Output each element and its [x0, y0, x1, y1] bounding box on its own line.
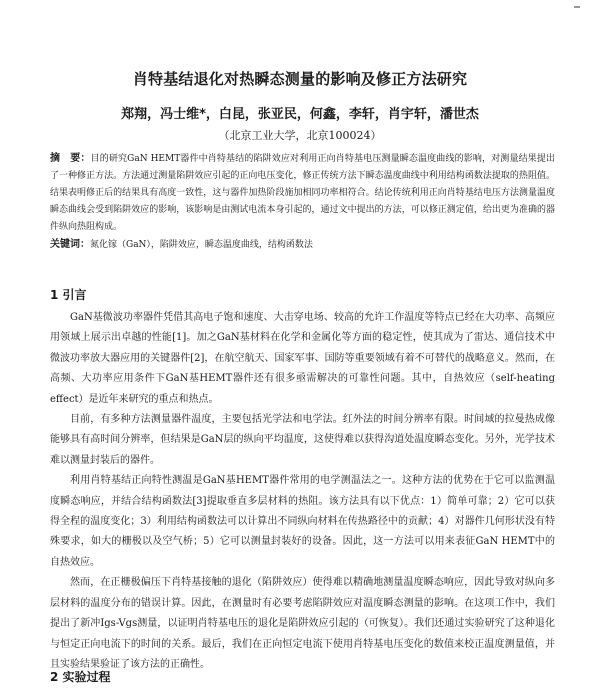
- section-heading-introduction: 1 引言: [50, 288, 87, 302]
- section-heading-experiment: 2 实验过程: [50, 670, 111, 684]
- paragraph: 然而，在正栅极偏压下肖特基接触的退化（陷阱效应）使得难以精确地测量温度瞬态响应，因此导致对纵向多层材料的温度分布的错误计算。因此，在测量时有必要考虑陷阱效应对温度瞬态测量的影响。在这项工作中，我们提出了新冲Igs-Vgs测量，以证明肖特基电压的退化是陷阱效应引起的（可恢复）。我们还通过实验研究了这种退化与恒定正向电流下的时间的关系。最后，我们在正向恒定电流下使用肖特基电压变化的数值来校正温度测量值，并且实验结果验证了该方法的正确性。: [50, 577, 555, 670]
- scan-artifact: [574, 6, 580, 8]
- paper-title: 肖特基结退化对热瞬态测量的影响及修正方法研究: [132, 70, 468, 88]
- paragraph: GaN基微波功率器件凭借其高电子饱和速度、大击穿电场、较高的允许工作温度等特点已经在大功率、高频应用领域上展示出卓越的性能[1]。加之GaN基材料在化学和金属化等方面的稳定性，使其成为了雷达、通信技术中微波功率放大器应用的关键器件[2]，在航空航天、国家军事、国防等重要领域有着不可替代的战略意义。然而，在高频、大功率应用条件下GaN基HEMT器件还有很多亟需解决的可靠性问题。其中，自热效应（self-heating effect）是近年来研究的重点和热点。: [50, 312, 555, 405]
- affiliation: （北京工业大学，北京100024）: [218, 129, 382, 142]
- introduction-body: [50, 308, 555, 675]
- author-list: 郑翔，冯士维*，白昆，张亚民，何鑫，李轩，肖宇轩，潘世杰: [121, 107, 479, 122]
- keywords-text: 氮化镓（GaN），陷阱效应，瞬态温度曲线，结构函数法: [90, 240, 313, 250]
- paragraph: 利用肖特基结正向特性测温是GaN基HEMT器件常用的电学测温法之一。这种方法的优势在于它可以监测温度瞬态响应，并结合结构函数法[3]提取垂直多层材料的热阻。该方法具有以下优点：1）简单可靠；2）它可以获得全程的温度变化；3）利用结构函数法可以计算出不同纵向材料在传热路径中的贡献；4）对器件几何形状没有特殊要求，如大的栅极以及空气桥；5）它可以测量封装好的设备。因此，这一方法可以用来表征GaN HEMT中的自热效应。: [50, 475, 555, 568]
- abstract: [50, 150, 555, 236]
- paragraph: 目前，有多种方法测量器件温度，主要包括光学法和电学法。红外法的时间分辨率有限。时间域的拉曼热成像能够具有高时间分辨率，但结果是GaN层的纵向平均温度，这使得难以获得沟道处温度瞬态变化。另外，光学技术难以测量封装后的器件。: [50, 414, 555, 466]
- keywords-label: 关键词：: [50, 239, 90, 250]
- abstract-label: 摘 要：: [50, 153, 91, 164]
- keywords: [50, 238, 555, 252]
- abstract-text: 目的研究GaN HEMT器件中肖特基结的陷阱效应对利用正向肖特基电压测量瞬态温度曲线的影响，对测量结果提出了一种修正方法。方法通过测量陷阱效应引起的正向电压变化，修正传统方法下瞬态温度曲线中利用结构函数法提取的热阻值。结果表明修正后的结果具有高度一致性，这与器件加热阶段施加相同功率相符合。结论传统利用正向肖特基结电压方法测量温度瞬态曲线会受到陷阱效应的影响，该影响是由测试电流本身引起的，通过文中提出的方法，可以修正测定值，给出更为准确的器件纵向热阻构成。: [50, 154, 556, 232]
